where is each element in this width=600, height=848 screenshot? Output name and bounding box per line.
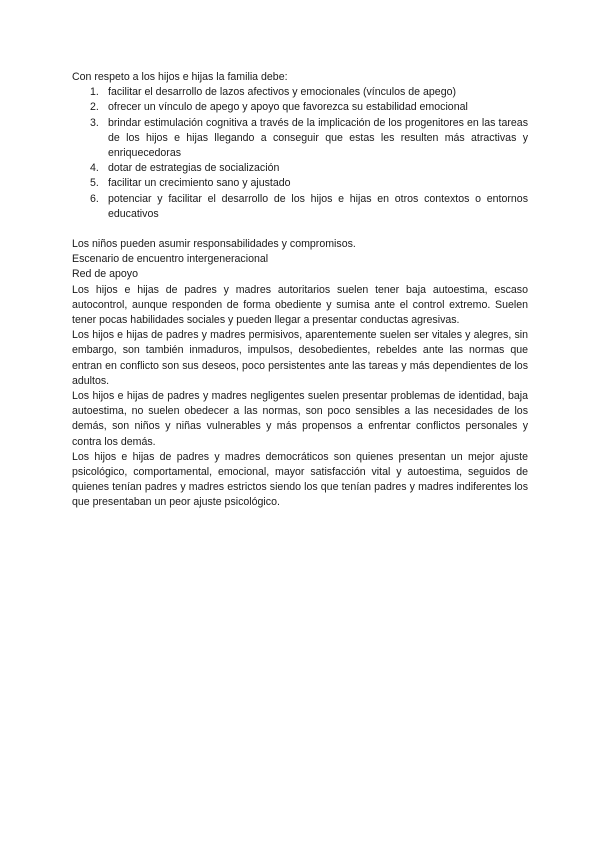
list-item [72, 176, 528, 191]
list-item-text: brindar estimulación cognitiva a través de la implicación de los progenitores en las tareas de los hijos e hijas llegando a conseguir que estas les resulten más atractivas y enriquecedoras [108, 116, 528, 160]
list-item [72, 192, 528, 222]
intro-text: Con respeto a los hijos e hijas la familia debe: [72, 71, 288, 83]
family-duties-list [72, 85, 528, 222]
list-item-number: 4. [90, 162, 99, 175]
list-item-text: facilitar el desarrollo de lazos afectivos y emocionales (vínculos de apego) [108, 86, 457, 99]
list-item [72, 100, 528, 115]
paragraph-negligent: Los hijos e hijas de padres y madres negligentes suelen presentar problemas de identidad, baja autoestima, no suelen obedecer a las normas, son poco sensibles a las necesidades de los demás, son niños y niñas vulnerables y más propensos a enfrentar conflictos personales y contra los demás. [72, 390, 528, 448]
note-intergenerational: Escenario de encuentro intergeneracional [72, 253, 269, 266]
list-item-number: 3. [90, 116, 99, 129]
list-item [72, 85, 528, 100]
blank-line [72, 222, 528, 237]
list-item-text: dotar de estrategias de socialización [108, 162, 280, 175]
list-item-number: 6. [90, 192, 99, 205]
paragraph-authoritarian: Los hijos e hijas de padres y madres autoritarios suelen tener baja autoestima, escaso autocontrol, aunque responden de forma obediente y sumisa ante el control extremo. Suelen tener pocas habilidades sociales y pueden llegar a presentar conductas agresivas. [72, 283, 528, 327]
note-responsibilities: Los niños pueden asumir responsabilidades y compromisos. [72, 238, 356, 251]
list-item [72, 116, 528, 162]
list-item [72, 161, 528, 176]
list-item-text: ofrecer un vínculo de apego y apoyo que favorezca su estabilidad emocional [108, 101, 468, 114]
list-item-text: facilitar un crecimiento sano y ajustado [108, 177, 291, 190]
list-item-number: 2. [90, 101, 99, 114]
paragraph-democratic: Los hijos e hijas de padres y madres democráticos son quienes presentan un mejor ajuste psicológico, comportamental, emocional, mayor satisfacción vital y autoestima, seguidos de quienes tenían padres y madres estrictos siendo los que tenían padres y madres indiferentes los que presentaban un peor ajuste psicológico. [72, 450, 528, 509]
list-item-text: potenciar y facilitar el desarrollo de los hijos e hijas en otros contextos o entornos educativos [108, 192, 528, 220]
document-body [72, 70, 528, 511]
list-item-number: 1. [90, 86, 99, 99]
list-item-number: 5. [90, 177, 99, 190]
paragraph-permissive: Los hijos e hijas de padres y madres permisivos, aparentemente suelen ser vitales y alegres, sin embargo, son también inmaduros, impulsos, desobedientes, rebeldes ante las normas que entran en conflicto son sus deseos, poco persistentes ante las tareas y más dependientes de los adultos. [72, 329, 528, 387]
note-support-network: Red de apoyo [72, 268, 138, 281]
